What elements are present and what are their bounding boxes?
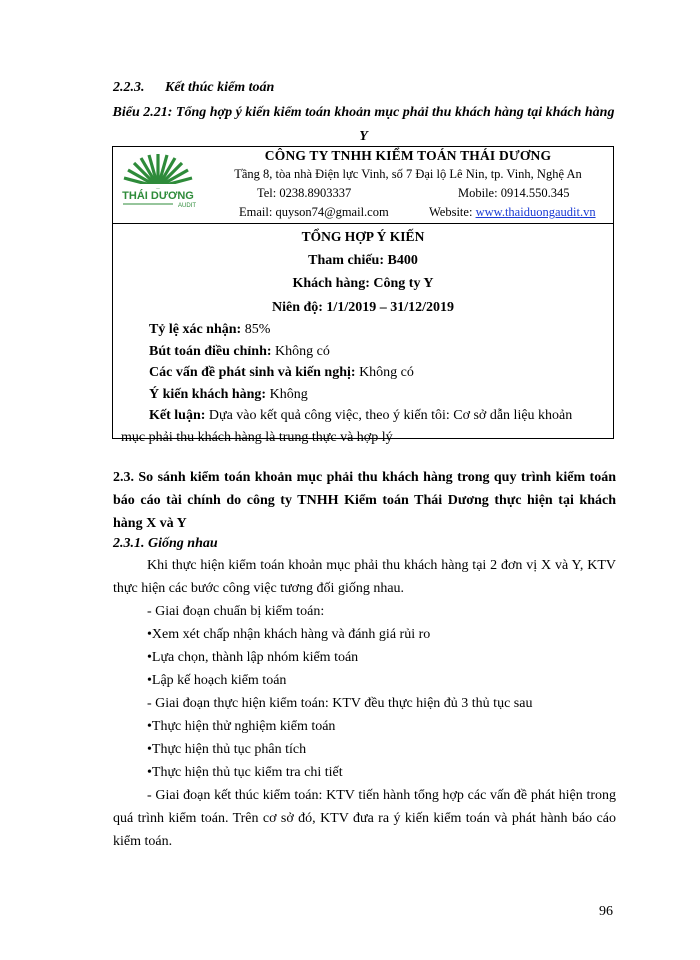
list-item: •Lựa chọn, thành lập nhóm kiểm toán xyxy=(147,650,359,665)
summary-conclusion-cont: mục phải thu khách hàng là trung thực và hợp lý xyxy=(121,430,393,445)
company-tel: Tel: 0238.8903337 xyxy=(257,186,352,200)
conclusion-label: Kết luận: xyxy=(149,408,206,423)
item-value: Không xyxy=(269,386,308,402)
summary-item-confirmation-rate xyxy=(113,319,613,341)
website-label: Website: xyxy=(429,205,473,219)
section-heading xyxy=(113,80,274,96)
page-number: 96 xyxy=(599,904,613,919)
item-label: Ý kiến khách hàng: xyxy=(149,386,267,402)
item-label: Bút toán điều chỉnh: xyxy=(149,343,272,359)
company-logo xyxy=(117,151,199,211)
summary-card xyxy=(112,146,614,445)
list-item: - Giai đoạn thực hiện kiểm toán: KTV đều thực hiện đủ 3 thủ tục sau xyxy=(147,696,533,711)
section-number: 2.2.3. xyxy=(113,80,145,95)
summary-title: TỔNG HỢP Ý KIẾN xyxy=(301,229,425,244)
bullet-icon: • xyxy=(147,627,152,642)
figure-caption: Biểu 2.21: Tổng hợp ý kiến kiểm toán khoản mục phải thu khách hàng tại khách hàng Y xyxy=(112,105,615,144)
company-address: Tầng 8, tòa nhà Điện lực Vinh, số 7 Đại lộ Lê Nin, tp. Vinh, Nghệ An xyxy=(234,167,582,181)
item-label: Các vấn đề phát sinh và kiến nghị: xyxy=(149,365,356,380)
logo-subtext: AUDIT xyxy=(178,203,196,209)
bullet-icon: • xyxy=(147,742,152,757)
website-link[interactable]: www.thaiduongaudit.vn xyxy=(475,205,596,219)
summary-conclusion xyxy=(113,405,613,427)
item-value: 85% xyxy=(244,322,271,337)
company-name: CÔNG TY TNHH KIỂM TOÁN THÁI DƯƠNG xyxy=(264,148,552,163)
section-title: Kết thúc kiểm toán xyxy=(165,80,275,95)
summary-item-issues xyxy=(113,362,613,384)
logo-text: THÁI DƯƠNG xyxy=(122,190,194,202)
summary-item-client-opinion xyxy=(113,384,613,406)
list-item: •Xem xét chấp nhận khách hàng và đánh giá rủi ro xyxy=(147,627,431,642)
company-info xyxy=(203,148,613,220)
summary-period: Niên độ: 1/1/2019 – 31/12/2019 xyxy=(271,299,454,315)
contact-row-web xyxy=(203,205,613,220)
list-item: •Thực hiện thủ tục phân tích xyxy=(147,742,307,757)
conclusion-text: Dựa vào kết quả công việc, theo ý kiến tôi: Cơ sở dẫn liệu khoản xyxy=(208,408,573,423)
intro-paragraph: Khi thực hiện kiểm toán khoản mục phải thu khách hàng tại 2 đơn vị X và Y, KTV thực hiện các bước công việc tương đối giống nhau. xyxy=(113,558,616,596)
company-email: Email: quyson74@gmail.com xyxy=(239,205,389,219)
list-item: •Thực hiện thử nghiệm kiểm toán xyxy=(147,719,336,734)
item-value: Không có xyxy=(359,365,414,380)
section-2-3-1-heading: 2.3.1. Giống nhau xyxy=(113,536,218,551)
company-mobile: Mobile: 0914.550.345 xyxy=(458,186,570,200)
summary-item-adjusting-entries xyxy=(113,341,613,363)
list-item: •Thực hiện thủ tục kiểm tra chi tiết xyxy=(147,765,343,780)
list-item: •Lập kế hoạch kiểm toán xyxy=(147,673,287,688)
item-label: Tỷ lệ xác nhận: xyxy=(149,322,242,337)
section-2-3-heading: 2.3. So sánh kiểm toán khoản mục phải thu khách hàng trong quy trình kiểm toán báo cáo tài chính do công ty TNHH Kiểm toán Thái Dương thực hiện tại khách hàng X và Y xyxy=(113,470,616,531)
opinion-summary xyxy=(113,225,613,449)
list-item: - Giai đoạn chuẩn bị kiểm toán: xyxy=(147,604,325,619)
bullet-icon: • xyxy=(147,650,152,665)
contact-row-phone xyxy=(203,186,613,201)
summary-client: Khách hàng: Công ty Y xyxy=(292,276,434,291)
bullet-icon: • xyxy=(147,765,152,780)
bullet-icon: • xyxy=(147,673,152,688)
closing-paragraph: - Giai đoạn kết thúc kiểm toán: KTV tiến hành tổng hợp các vấn đề phát hiện trong quá trình kiểm toán. Trên cơ sở đó, KTV đưa ra ý kiến kiểm toán và phát hành báo cáo kiểm toán. xyxy=(113,788,616,849)
bullet-icon: • xyxy=(147,719,152,734)
summary-reference: Tham chiếu: B400 xyxy=(308,252,418,268)
item-value: Không có xyxy=(275,343,330,359)
company-header xyxy=(113,147,613,224)
